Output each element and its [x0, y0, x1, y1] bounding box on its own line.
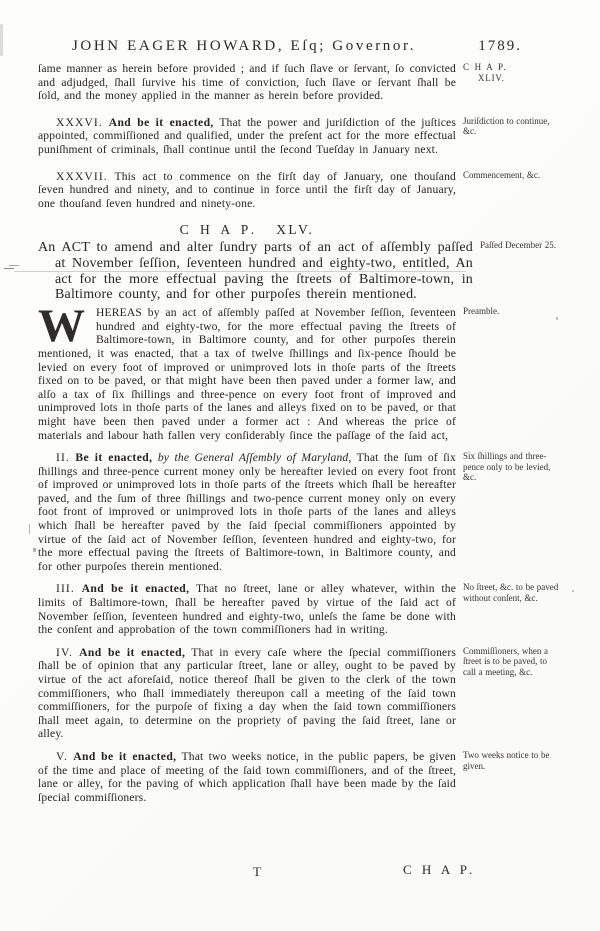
section-number: XXXVII.	[56, 169, 108, 183]
paragraph-text	[38, 582, 456, 636]
scan-artifact-speck	[33, 548, 36, 552]
body-text: by an act of aſſembly paſſed at November ſeſſion, ſeventeen hundred and eighty-two, for the more effectual paving the ſtreets of Baltimore-town, in Baltimore county, and for other purpoſes therein mentioned, it was enacted, that a tax of twelve ſhillings and ſix-pence ſhould be levied on every foot of improved or unimproved lots in thoſe parts of the ſtreets fixed on to be paved, or that might have been then paved under a former law, and alſo a tax of ſix ſhillings and three-pence on every foot front of improved and unimproved lots in thoſe parts of the lanes and alleys fixed on to be paved, or that might have been then paved under a former act : And whereas the price of materials and labour hath fallen very conſiderably ſince the paſſage of the ſaid act,	[38, 306, 456, 442]
body-text: That in every caſe where the ſpecial commiſſioners ſhall be of opinion that any particular ſtreet, lane or alley, ought to be paved by virtue of the act aforeſaid, notice thereof ſhall be given to the clerk of the town commiſſioners, who ſhall immediately thereupon call a meeting of the ſaid town commiſſioners, for the purpoſe of fixing a day when the ſaid town commiſſioners ſhall meet again, to determine on the propriety of paving the ſaid ſtreet, lane or alley.	[38, 645, 456, 741]
preamble-paragraph	[38, 300, 562, 442]
body-text: ſame manner as herein before provided ; and if ſuch ſlave or ſervant, ſo convicted and adjudged, ſhall ſurvive his time of conviction, ſuch ſlave or ſervant ſhall be ſold, and the money applied in the manner as herein before provided.	[38, 62, 456, 103]
running-header	[72, 38, 522, 55]
dropcap-letter: W	[38, 300, 86, 353]
paragraph-section-4	[38, 646, 562, 741]
section-number: IV.	[56, 645, 73, 659]
margin-note-section-37: Commencement, &c.	[463, 169, 541, 180]
scan-artifact-tick	[29, 524, 30, 534]
paragraph-section-5	[38, 750, 562, 804]
lead-word: HEREAS	[96, 306, 142, 320]
chapter-heading-number: XLV.	[276, 222, 315, 238]
paragraph-text	[38, 451, 456, 573]
enacting-clause: Be it enacted,	[75, 451, 153, 465]
margin-note-section-36: Juriſdiction to continue, &c.	[463, 115, 550, 137]
paragraph-section-3	[38, 582, 562, 636]
enacting-clause: And be it enacted,	[73, 749, 177, 763]
margin-note-line: C H A P.	[463, 62, 508, 72]
page-footer	[0, 862, 600, 882]
margin-note-section-3: No ſtreet, &c. to be paved without conſent, &c.	[463, 582, 559, 604]
paragraph-text	[38, 300, 456, 442]
body-text: That two weeks notice, in the public papers, be given of the time and place of meeting of the ſaid town commiſſioners, and of the ſtreet, lane or alley, for the paving of which application ſhall have been made by the ſaid ſpecial commiſſioners.	[38, 749, 456, 804]
enacting-clause: And be it enacted,	[79, 645, 186, 659]
signature-mark: T	[253, 864, 261, 879]
scan-artifact-tmark	[4, 268, 14, 269]
act-title-text	[38, 240, 473, 303]
by-clause: by the General Aſſembly of Maryland,	[157, 451, 352, 465]
paragraph-text	[38, 750, 456, 804]
chapter-heading	[38, 222, 456, 238]
section-number: II.	[56, 451, 70, 465]
paragraph-text	[38, 170, 456, 211]
paragraph-section-37	[38, 170, 562, 211]
body-text: This act to commence on the firſt day of January, one thouſand ſeven hundred and ninety, and to continue in force until the firſt day of January, one thouſand ſeven hundred and ninety-one.	[38, 169, 456, 210]
enacting-clause: And be it enacted,	[81, 582, 190, 596]
body-text: That the ſum of ſix ſhillings and three-pence current money only be hereafter levied on every foot front of improved or unimproved lots in thoſe parts of the ſtreets which ſhall be hereafter paved, and the ſum of three ſhillings and two-pence current money only on every foot front of improved or unimproved lots in thoſe parts of the lanes and alleys which ſhall be hereafter paved by the ſaid ſpecial commiſſioners appointed by virtue of the ſaid act of November ſeſſion, ſeventeen hundred and eighty-two, for the more effectual paving the ſtreets of Baltimore-town, in Baltimore county, and for other purpoſes therein mentioned.	[38, 451, 456, 573]
paragraph-section-2	[38, 451, 562, 573]
section-number: III.	[56, 582, 75, 596]
body-text: That the power and juriſdiction of the juſtices appointed, commiſſioned and qualified, under the preſent act for the more effectual puniſhment of criminals, ſhall continue until the ſecond Tueſday in January next.	[38, 115, 456, 156]
paragraph-text	[38, 62, 456, 103]
act-title-block	[38, 240, 562, 303]
year-label: 1789.	[478, 38, 522, 54]
body-text: That no ſtreet, lane or alley whatever, within the limits of Baltimore-town, ſhall be hereafter paved by virtue of the ſaid act of November ſeſſion, ſeventeen hundred and eighty-two, unleſs the ſame be done with the conſent and approbation of the town commiſſioners had in writing.	[38, 582, 456, 637]
margin-note-section-2: Six ſhillings and three-pence only to be levied, &c.	[463, 451, 551, 483]
paragraph-text	[38, 116, 456, 157]
paragraph-section-36	[38, 116, 562, 157]
governor-title: JOHN EAGER HOWARD, Eſq; Governor.	[72, 38, 417, 54]
margin-note-passed-date: Paſſed December 25.	[480, 240, 557, 251]
body-text: An ACT to amend and alter ſundry parts of an act of aſſembly paſſed at November ſeſſion, ſeventeen hundred and eighty-two, entitled, An act for the more effectual paving the ſtreets of Baltimore-town, in Baltimore county, and for other purpoſes therein mentioned.	[38, 240, 473, 303]
margin-note-preamble: Preamble.	[463, 306, 500, 317]
enacting-clause: And be it enacted,	[108, 115, 214, 129]
chapter-heading-label: C H A P.	[179, 222, 259, 238]
scan-artifact-dot	[572, 590, 574, 592]
page-body	[38, 62, 562, 804]
section-number: XXXVI.	[56, 115, 103, 129]
section-number: V.	[56, 749, 68, 763]
paragraph-chap44-end	[38, 62, 562, 103]
margin-note-line: XLIV.	[478, 73, 505, 83]
catchword: C H A P.	[403, 862, 476, 877]
scan-artifact-edge-smudge	[0, 24, 3, 56]
margin-note-chap44	[456, 62, 562, 84]
paragraph-text	[38, 646, 456, 741]
margin-note-section-5: Two weeks notice to be given.	[463, 749, 550, 771]
margin-note-section-4: Commiſſioners, when a ſtreet is to be paved, to call a meeting, &c.	[463, 645, 549, 677]
